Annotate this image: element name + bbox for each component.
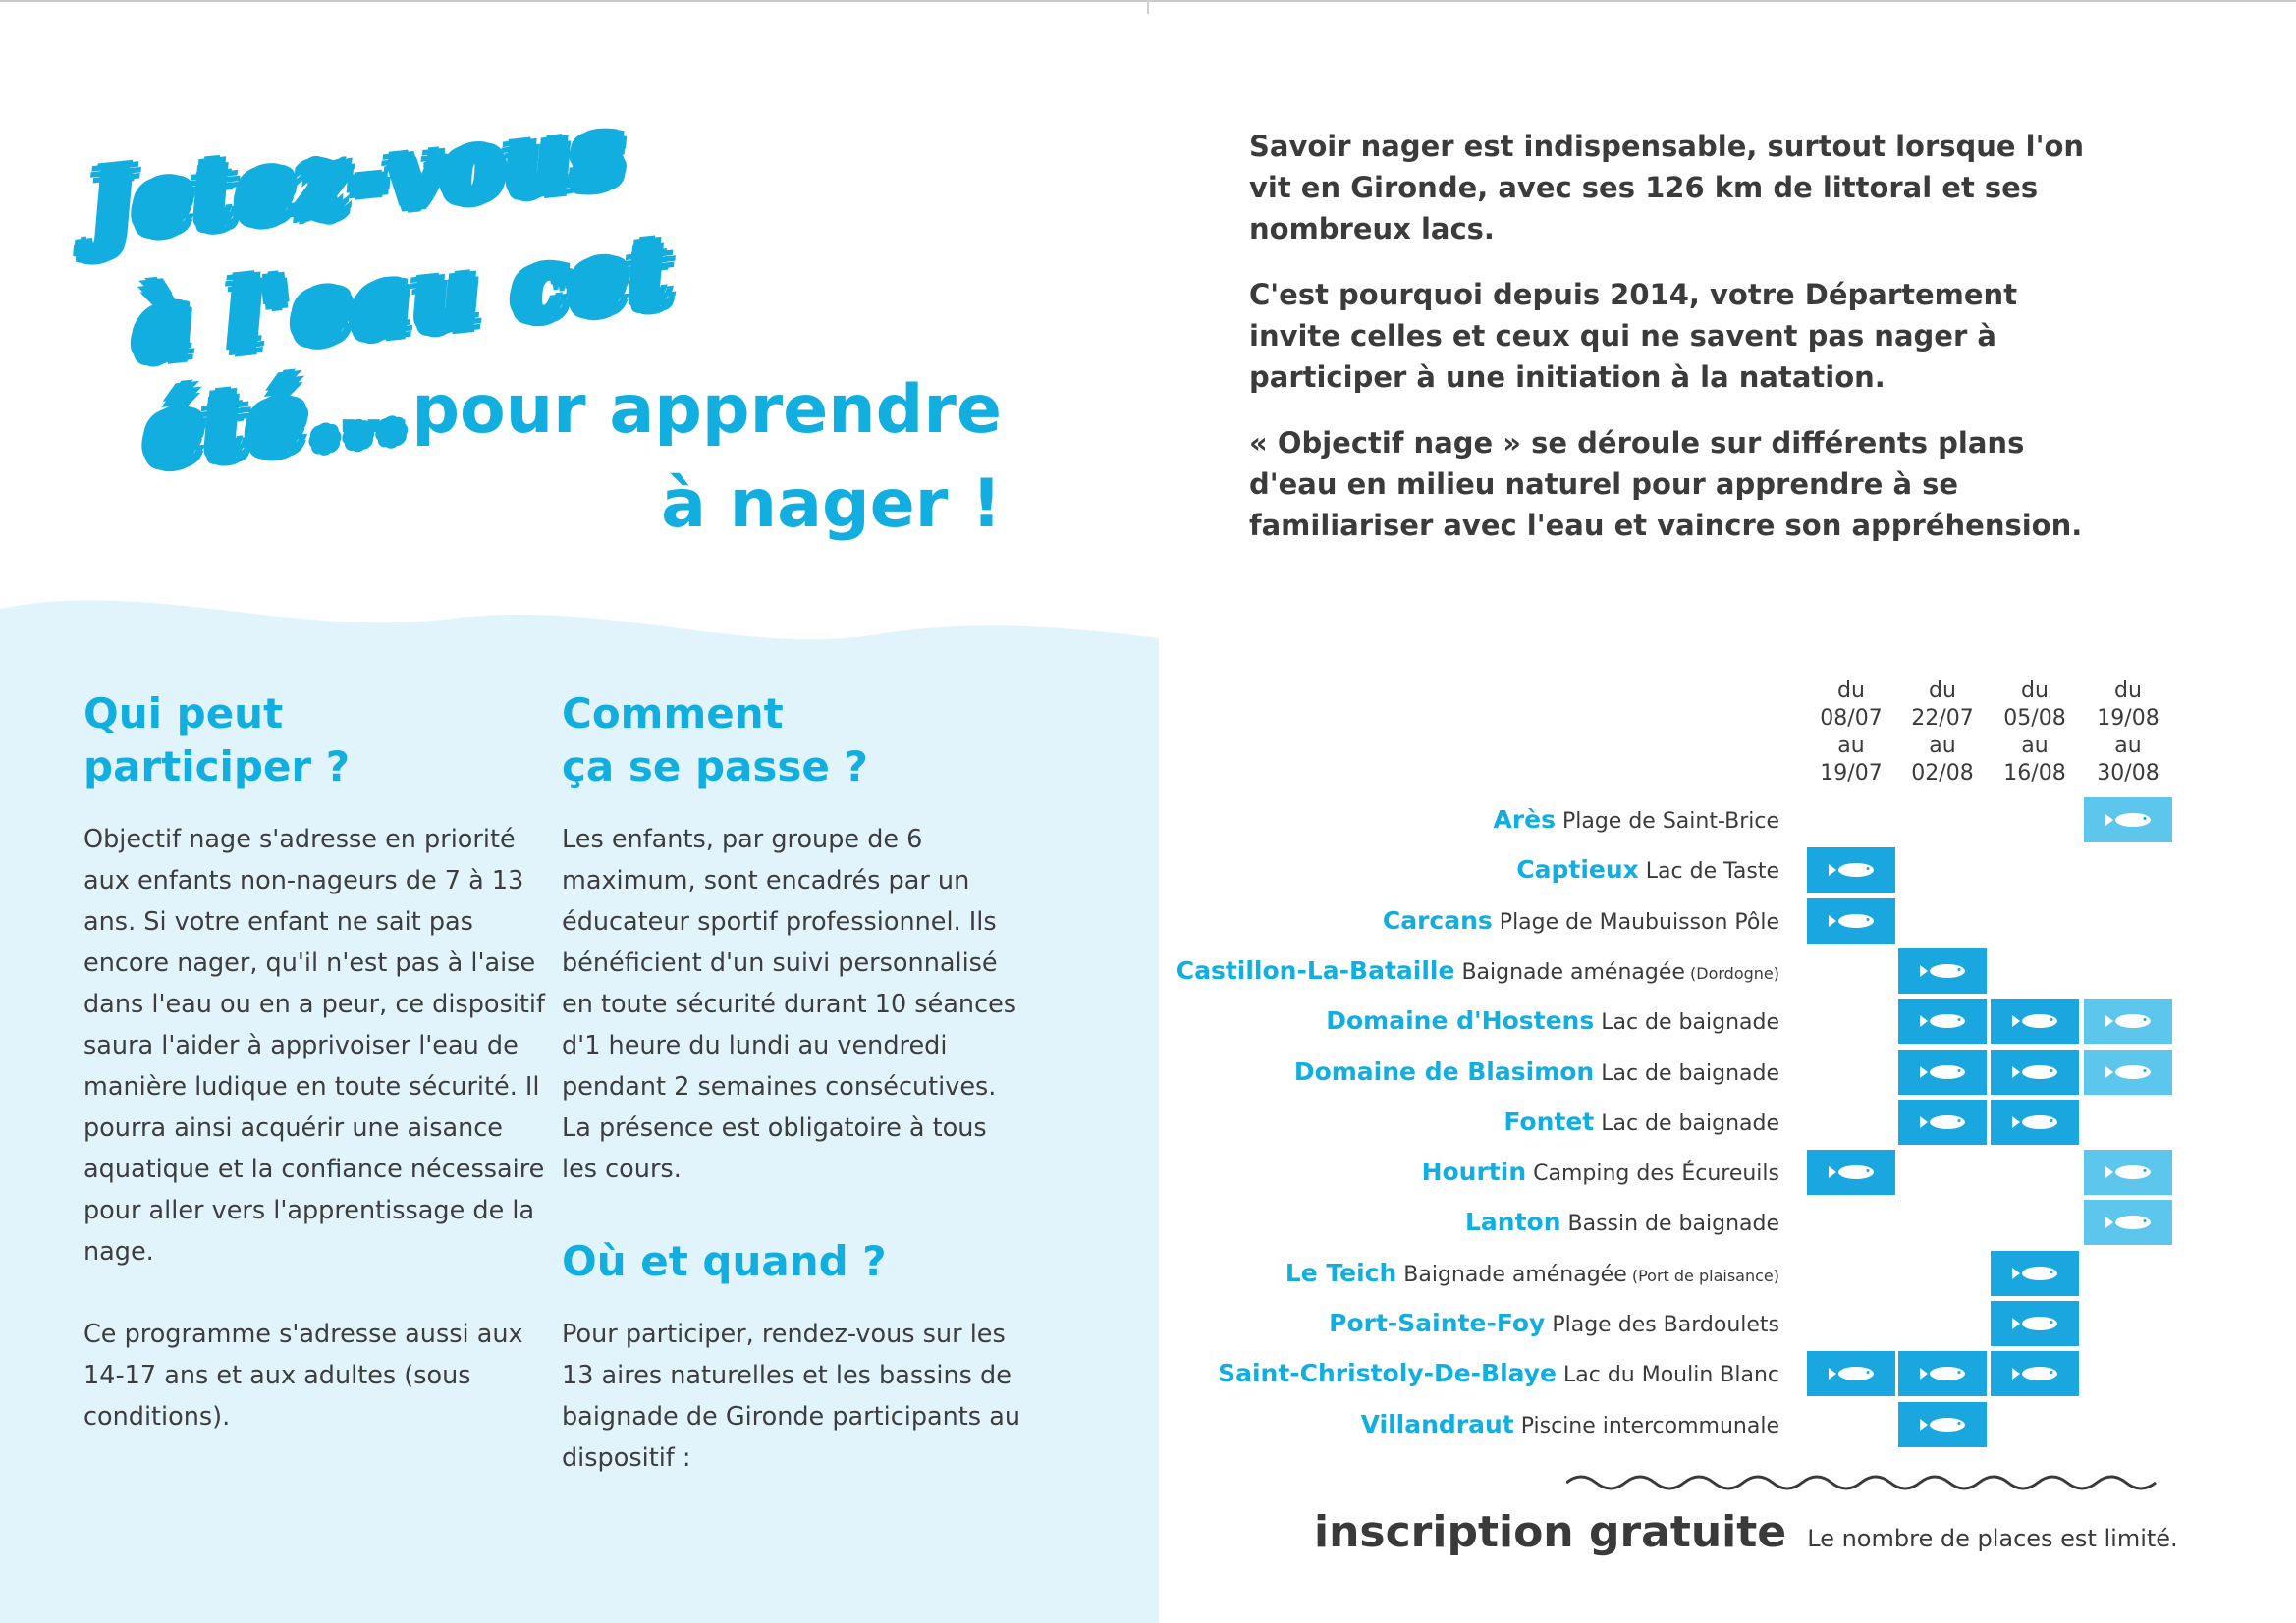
who-heading-line-1: Qui peut — [83, 689, 284, 737]
schedule-row — [1237, 1299, 2219, 1348]
session-cell — [2084, 1200, 2172, 1245]
schedule-row — [1237, 1400, 2219, 1449]
fish-icon — [1827, 1163, 1876, 1182]
location-place: Camping des Écureuils — [1526, 1162, 1779, 1187]
fish-icon — [2104, 1163, 2153, 1182]
location-note: (Dordogne) — [1684, 963, 1779, 983]
column-header-from: 05/08 — [2003, 706, 2066, 730]
fish-icon — [1918, 1062, 1967, 1082]
session-cell — [1991, 1050, 2079, 1095]
location-place: Lac du Moulin Blanc — [1557, 1363, 1779, 1388]
location-place: Lac de baignade — [1594, 1060, 1779, 1086]
location-city: Saint-Christoly-De-Blaye — [1218, 1359, 1557, 1388]
fish-icon — [1827, 1364, 1876, 1383]
schedule-row — [1218, 1349, 2219, 1398]
location-note: (Port de plaisance) — [1626, 1266, 1779, 1285]
location-label — [1176, 947, 1779, 996]
column-header-au: au — [1837, 733, 1865, 758]
location-place: Piscine intercommunale — [1513, 1413, 1779, 1438]
schedule-row — [1237, 1098, 2219, 1147]
session-cell — [1898, 999, 1987, 1044]
schedule-row — [1237, 1048, 2219, 1097]
subheadline — [314, 363, 1002, 552]
fish-icon — [1918, 1364, 1967, 1383]
column-header-to: 30/08 — [2097, 761, 2159, 785]
location-city: Castillon-La-Bataille — [1175, 955, 1455, 985]
location-label — [1285, 1249, 1779, 1298]
schedule-row — [1237, 1148, 2219, 1197]
schedule-row — [1237, 1249, 2219, 1298]
who-paragraph-1: Objectif nage s'adresse en priorité aux enfants non-nageurs de 7 à 13 ans. Si votre enfant ne sait pas encore nager, qu'il n'est pas à l'aise dans l'eau ou en a peur, ce dispositif saura l'aider à apprivoiser l'eau de manière ludique en toute sécurité. Il pourra ainsi acquérir une aisance aquatique et la confiance nécessaire pour aller vers l'apprentissage de la nage. — [83, 825, 545, 1267]
session-cell — [1991, 1251, 2079, 1296]
column-header-to: 02/08 — [1911, 761, 1974, 785]
session-cell — [1898, 948, 1987, 994]
where-paragraph: Pour participer, rendez-vous sur les 13 aires naturelles et les bassins de baignade de Gironde participants au dispositif : — [562, 1320, 1020, 1473]
session-cell — [1991, 999, 2079, 1044]
schedule-column-header — [1896, 677, 1989, 787]
schedule-row — [1175, 947, 2219, 996]
fish-icon — [2010, 1112, 2059, 1132]
inscription-note: Le nombre de places est limité. — [1807, 1525, 2178, 1552]
intro-paragraph-3: « Objectif nage » se déroule sur différents plans d'eau en milieu naturel pour apprendre à se familiariser avec l'eau et vaincre son appréhension. — [1249, 426, 2083, 542]
location-place: Plage de Saint-Brice — [1555, 809, 1779, 834]
session-cell — [1898, 1050, 1987, 1095]
schedule-row — [1237, 845, 2219, 894]
session-cell — [1991, 1351, 2079, 1396]
who-heading — [83, 687, 545, 793]
headline-line-1: Jetez-vous — [83, 97, 630, 260]
location-city: Captieux — [1516, 855, 1639, 885]
fish-icon — [1918, 1011, 1967, 1031]
session-cell — [1807, 1351, 1895, 1396]
schedule-row — [1237, 1198, 2219, 1247]
session-cell — [2084, 1150, 2172, 1195]
how-heading-line-2: ça se passe ? — [562, 742, 868, 790]
session-cell — [1898, 1351, 1987, 1396]
fish-icon — [2104, 1062, 2153, 1082]
location-city: Lanton — [1464, 1208, 1561, 1237]
location-city: Fontet — [1503, 1107, 1595, 1136]
fish-icon — [2010, 1062, 2059, 1082]
column-header-to: 19/07 — [1820, 761, 1883, 785]
fish-icon — [2104, 1011, 2153, 1031]
subheadline-line-1: ...pour apprendre — [335, 371, 1002, 449]
session-cell — [1807, 847, 1895, 893]
fish-icon — [1827, 911, 1876, 931]
fish-icon — [1918, 961, 1967, 981]
location-label — [1361, 1400, 1779, 1449]
location-city: Port-Sainte-Foy — [1329, 1309, 1546, 1337]
fish-icon — [2010, 1364, 2059, 1383]
schedule-row — [1237, 896, 2219, 946]
fish-icon — [1918, 1415, 1967, 1434]
fish-icon — [2104, 810, 2153, 830]
intro-paragraph-1: Savoir nager est indispensable, surtout lorsque l'on vit en Gironde, avec ses 126 km de littoral et ses nombreux lacs. — [1249, 130, 2085, 245]
location-label — [1383, 896, 1779, 946]
session-cell — [2084, 1050, 2172, 1095]
location-city: Domaine de Blasimon — [1293, 1056, 1595, 1086]
session-cell — [1898, 1100, 1987, 1145]
location-place: Bassin de baignade — [1560, 1212, 1779, 1237]
how-paragraph: Les enfants, par groupe de 6 maximum, sont encadrés par un éducateur sportif professionnel. Ils bénéficient d'un suivi personnalisé en toute sécurité durant 10 séances d'1 heure du lundi au vendredi pendant 2 semaines consécutives. La présence est obligatoire à tous les cours. — [562, 825, 1017, 1184]
page-fold-mark — [1147, 0, 1149, 14]
location-city: Arès — [1493, 805, 1556, 834]
session-cell — [2084, 797, 2172, 842]
wave-squiggle-icon — [1566, 1468, 2165, 1497]
column-header-from: 19/08 — [2097, 706, 2159, 730]
fish-icon — [2104, 1213, 2153, 1232]
schedule-table — [1175, 677, 2219, 1463]
location-label — [1294, 1048, 1779, 1097]
schedule-column-header — [2082, 677, 2174, 787]
session-cell — [1807, 1150, 1895, 1195]
location-place: Plage des Bardoulets — [1545, 1313, 1779, 1337]
who-paragraph-2: Ce programme s'adresse aussi aux 14-17 ans et aux adultes (sous conditions). — [83, 1320, 523, 1432]
fish-icon — [2010, 1314, 2059, 1333]
location-label — [1493, 795, 1779, 844]
inscription-title: inscription gratuite — [1314, 1507, 1787, 1557]
location-place: Lac de baignade — [1594, 1010, 1779, 1036]
column-header-du: du — [1929, 678, 1956, 703]
fish-icon — [2010, 1011, 2059, 1031]
column-header-du: du — [2021, 678, 2049, 703]
fish-icon — [2010, 1264, 2059, 1283]
column-header-to: 16/08 — [2003, 761, 2066, 785]
location-label — [1326, 997, 1779, 1046]
location-city: Le Teich — [1285, 1258, 1397, 1287]
location-city: Domaine d'Hostens — [1326, 1006, 1595, 1036]
schedule-row — [1237, 997, 2219, 1046]
how-heading-line-1: Comment — [562, 689, 784, 737]
location-place: Baignade aménagée — [1454, 959, 1685, 985]
column-header-from: 08/07 — [1820, 706, 1883, 730]
column-header-du: du — [1837, 678, 1865, 703]
intro-text — [1249, 126, 2113, 570]
session-cell — [1991, 1301, 2079, 1346]
location-label — [1218, 1349, 1779, 1398]
schedule-column-header — [1805, 677, 1897, 787]
schedule-column-header — [1989, 677, 2081, 787]
how-section — [562, 687, 1023, 1479]
location-place: Plage de Maubuisson Pôle — [1492, 909, 1779, 935]
session-cell — [1807, 898, 1895, 944]
location-label — [1516, 845, 1779, 894]
location-city: Carcans — [1382, 905, 1493, 935]
location-label — [1465, 1198, 1779, 1247]
inscription-banner — [1314, 1507, 2178, 1557]
session-cell — [2084, 999, 2172, 1044]
column-header-au: au — [2114, 733, 2142, 758]
how-heading — [562, 687, 1023, 793]
location-city: Hourtin — [1421, 1158, 1527, 1187]
session-cell — [1898, 1402, 1987, 1447]
location-place: Lac de baignade — [1594, 1110, 1779, 1136]
fish-icon — [1918, 1112, 1967, 1132]
location-place: Baignade aménagée — [1396, 1262, 1627, 1287]
location-place: Lac de Taste — [1638, 859, 1779, 885]
who-heading-line-2: participer ? — [83, 742, 351, 790]
column-header-au: au — [1929, 733, 1956, 758]
schedule-row — [1237, 795, 2219, 844]
location-label — [1503, 1098, 1779, 1147]
where-heading: Où et quand ? — [562, 1237, 887, 1285]
session-cell — [1991, 1100, 2079, 1145]
fish-icon — [1827, 860, 1876, 880]
column-header-from: 22/07 — [1911, 706, 1974, 730]
who-section — [83, 687, 545, 1437]
location-label — [1329, 1299, 1779, 1348]
column-header-du: du — [2114, 678, 2142, 703]
headline-line-2: à l'eau cet été... — [128, 218, 679, 487]
intro-paragraph-2: C'est pourquoi depuis 2014, votre Département invite celles et ceux qui ne savent pas nager à participer à une initiation à la natation. — [1249, 278, 2018, 394]
column-header-au: au — [2021, 733, 2049, 758]
location-city: Villandraut — [1360, 1409, 1514, 1438]
subheadline-line-2: à nager ! — [661, 465, 1002, 543]
location-label — [1422, 1148, 1779, 1197]
